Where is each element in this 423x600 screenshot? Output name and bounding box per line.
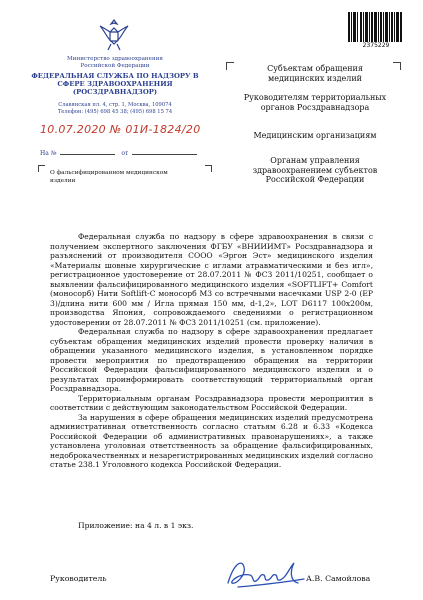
recipient-1: Субъектам обращения медицинских изделий <box>267 64 363 83</box>
reference-line <box>40 148 201 157</box>
body-paragraph-4: За нарушения в сфере обращения медицинских изделий предусмотрена административная ответственность согласно статьям 6.28 и 6.33 «Кодекса Российской Федерации об административных правонарушениях», а также установлена уголовная ответственность за обращение фальсифицированных, недоброкачественных и незарегистрированных медицинских изделий согласно статье 238.1 Уголовного кодекса Российской Федерации. <box>50 412 373 469</box>
barcode-graphic <box>347 12 403 42</box>
barcode-number: 2375229 <box>362 42 390 49</box>
body-paragraph-1: Федеральная служба по надзору в сфере здравоохранения в связи с получением экспертного заключения ФГБУ «ВНИИИМТ» Росздравнадзора и разъяснений от производителя СООО «Эргон Эст» медицинского изделия «Материалы шовные хирургические с иглами атравматическими и без игл», регистрационное удостоверение от 28.07.2011 № ФСЗ 2011/10251, сообщает о выявлении фальсифицированного медицинского изделия «SOFTLIFT+ Comfort (моносорб) Нити Softlift-C моносорб М3 со встречными насечками USP 2-0 (ЕР 3)/длина нити 600 мм / Игла прямая 150 мм, d-1,2», LOT D6117 100х200м, производства Япония, сопровождаемого сведениями о регистрационном удостоверении от 28.07.2011 № ФСЗ 2011/10251 (см. приложение). <box>50 232 373 327</box>
recipient-bracket-right <box>393 62 401 70</box>
no-label: На № <box>40 150 57 157</box>
attachment-note: Приложение: на 4 л. в 1 экз. <box>78 521 194 530</box>
recipient-bracket-left <box>226 62 234 70</box>
handwritten-registration: 10.07.2020 № 01И-1824/20 <box>40 123 201 136</box>
sender-address <box>40 102 190 116</box>
recipient-4: Органам управления здравоохранением субъектов Российской Федерации <box>252 156 378 184</box>
letter-body <box>50 232 373 470</box>
address-line-2: Телефон: (495) 698 45 38; (495) 698 15 74 <box>57 109 173 115</box>
body-paragraph-3: Территориальным органам Росздравнадзора провести мероприятия в соответствии с действующим законодательством Российской Федерации. <box>50 393 373 412</box>
from-blank <box>132 148 197 155</box>
coat-of-arms-icon <box>94 14 134 54</box>
subject-bracket-left <box>38 165 45 172</box>
from-group <box>121 150 201 157</box>
service-name: ФЕДЕРАЛЬНАЯ СЛУЖБА ПО НАДЗОРУ В СФЕРЕ ЗДРАВООХРАНЕНИЯ (РОСЗДРАВНАДЗОР) <box>31 72 199 96</box>
signer-name: А.В. Самойлова <box>306 574 371 583</box>
body-paragraph-2: Федеральная служба по надзору в сфере здравоохранения предлагает субъектам обращения медицинских изделий провести проверку наличия в обращении указанного медицинского изделия, в установленном порядке провести мероприятия по предотвращению обращения на территории Российской Федерации фальсифицированного медицинского изделия и о результатах проинформировать соответствующий территориальный орган Росздравнадзора. <box>50 327 373 393</box>
signature-image <box>220 553 310 593</box>
address-line-1: Славянская пл. 4, стр. 1, Москва, 109074 <box>58 102 172 108</box>
recipient-2: Руководителям территориальных органов Росздравнадзора <box>243 93 387 112</box>
no-blank <box>60 148 115 155</box>
from-label: от <box>121 150 129 157</box>
signer-title: Руководитель <box>50 574 107 583</box>
recipient-3: Медицинским организациям <box>253 131 377 140</box>
subject-bracket-right <box>205 165 212 172</box>
letter-subject: О фальсифицированном медицинском изделии <box>50 170 168 184</box>
ministry-name: Министерство здравоохранения Российской Федерации <box>67 56 163 69</box>
